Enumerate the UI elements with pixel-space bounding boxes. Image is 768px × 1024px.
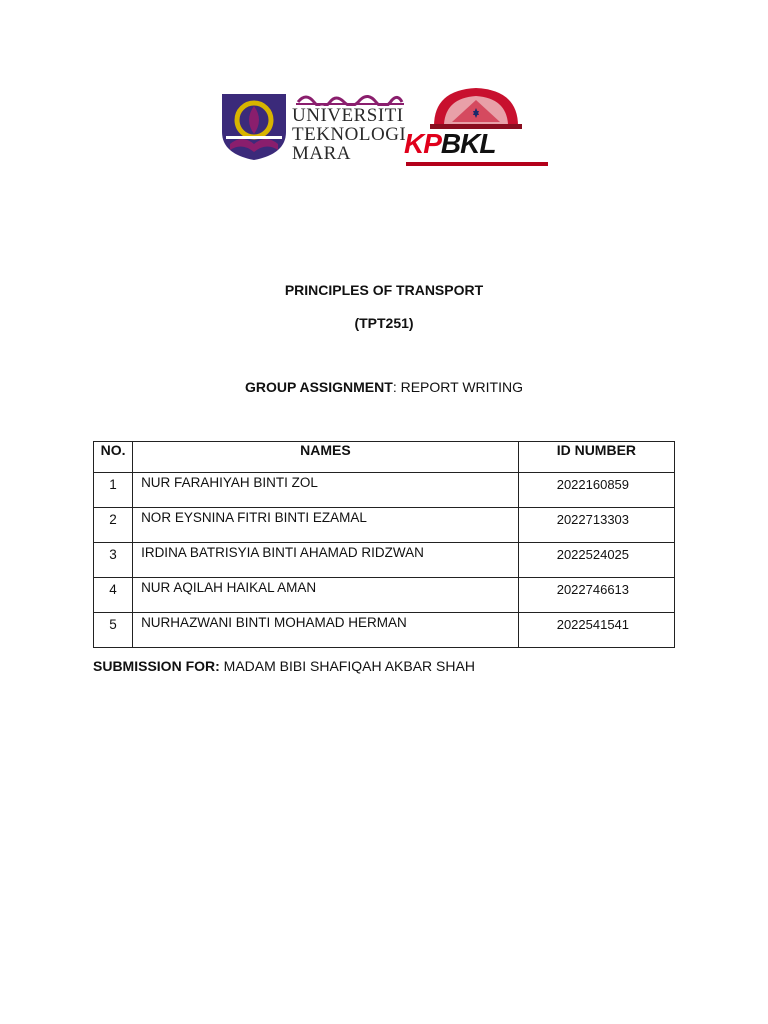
- cell-id: 2022160859: [518, 473, 674, 508]
- logo-header: [218, 86, 554, 170]
- cell-no: 5: [94, 613, 133, 648]
- submission-label: SUBMISSION FOR:: [93, 658, 220, 674]
- cell-no: 3: [94, 543, 133, 578]
- kpbkl-bkl: BKL: [440, 128, 496, 159]
- table-row: [94, 473, 675, 508]
- members-table: [93, 441, 675, 648]
- table-row: [94, 578, 675, 613]
- course-title: PRINCIPLES OF TRANSPORT: [284, 282, 484, 298]
- kpbkl-wordmark: [404, 130, 495, 158]
- cell-name: NOR EYSNINA FITRI BINTI EZAMAL: [133, 508, 519, 543]
- cell-name: NUR AQILAH HAIKAL AMAN: [133, 578, 519, 613]
- cell-id: 2022541541: [518, 613, 674, 648]
- header-no: NO.: [94, 442, 133, 473]
- cell-no: 1: [94, 473, 133, 508]
- uitm-crest-icon: [220, 92, 288, 162]
- cell-id: 2022713303: [518, 508, 674, 543]
- table-row: [94, 543, 675, 578]
- table-row: [94, 508, 675, 543]
- uitm-jawi-script-icon: [296, 90, 404, 106]
- uitm-line-1: UNIVERSITI: [292, 105, 404, 126]
- table-row: [94, 613, 675, 648]
- header-id: ID NUMBER: [518, 442, 674, 473]
- header-names: NAMES: [133, 442, 519, 473]
- kpbkl-logo: [402, 86, 552, 170]
- assignment-value: : REPORT WRITING: [392, 379, 523, 395]
- cell-no: 4: [94, 578, 133, 613]
- uitm-line-2: TEKNOLOGI: [292, 124, 407, 145]
- table-header-row: [94, 442, 675, 473]
- submission-value: MADAM BIBI SHAFIQAH AKBAR SHAH: [219, 658, 475, 674]
- kpbkl-dome-icon: [426, 86, 526, 132]
- cell-no: 2: [94, 508, 133, 543]
- cell-id: 2022524025: [518, 543, 674, 578]
- cell-name: NURHAZWANI BINTI MOHAMAD HERMAN: [133, 613, 519, 648]
- cell-name: NUR FARAHIYAH BINTI ZOL: [133, 473, 519, 508]
- submission-line: [93, 658, 475, 674]
- assignment-label: GROUP ASSIGNMENT: [245, 379, 393, 395]
- kpbkl-tagline-bar: [406, 162, 548, 166]
- uitm-wordmark: [292, 106, 406, 163]
- cell-id: 2022746613: [518, 578, 674, 613]
- uitm-line-3: MARA: [292, 143, 352, 164]
- assignment-line: [0, 379, 768, 395]
- course-code: (TPT251): [354, 315, 414, 331]
- cell-name: IRDINA BATRISYIA BINTI AHAMAD RIDZWAN: [133, 543, 519, 578]
- kpbkl-kp: KP: [404, 128, 441, 159]
